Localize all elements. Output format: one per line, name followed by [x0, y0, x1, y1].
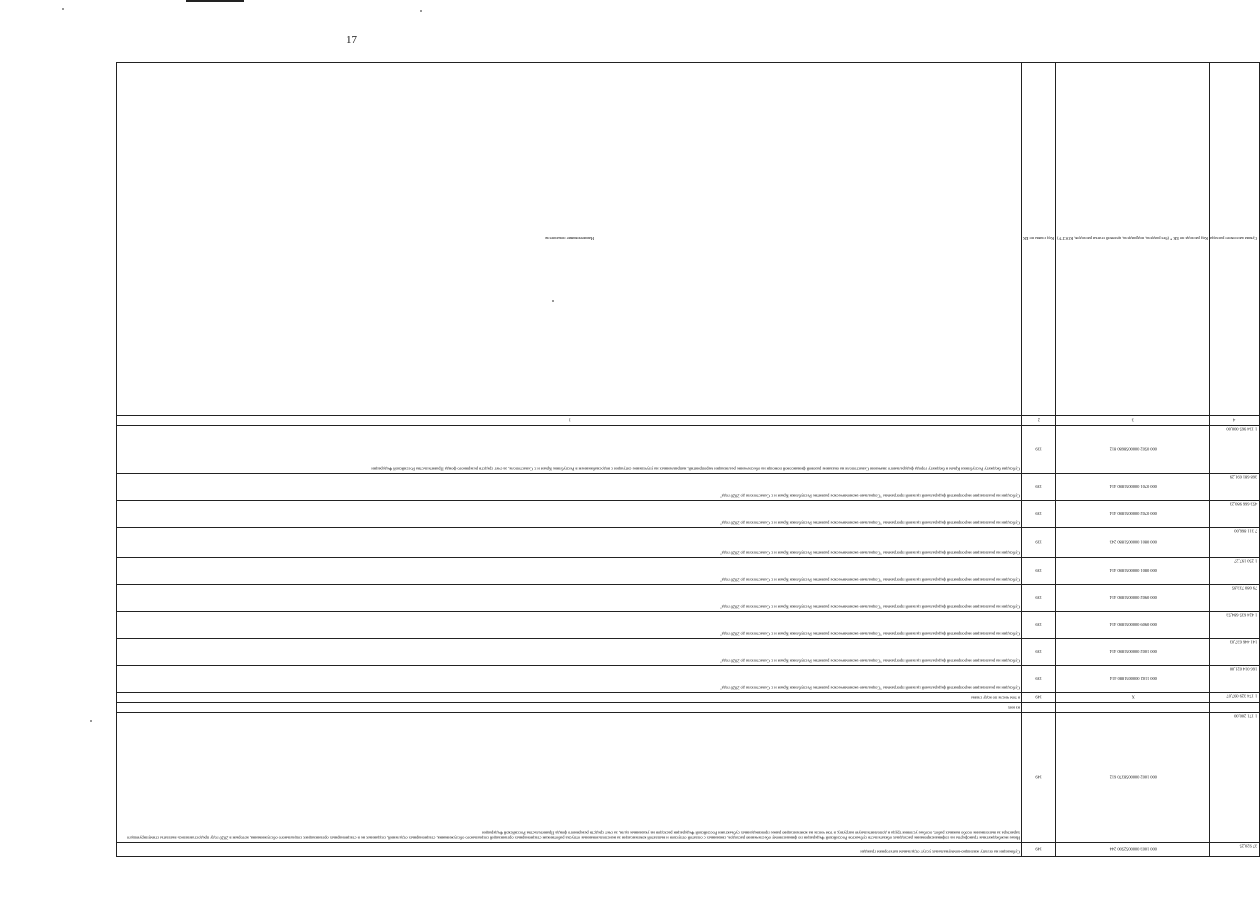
column-header-code: Код расхода по БК * (без раздела, подраздела, целевой статьи расходов, КОСГУ)	[1056, 63, 1210, 416]
cell-code: 000 0909 0000051880 414	[1056, 612, 1210, 639]
cell-name: Субсидии на реализацию мероприятий федеральной целевой программы "Социально-экономическое развитие Республики Крым и г. Севастополя до 2020 года"	[117, 474, 1022, 501]
cell-chapter: 139	[1022, 528, 1056, 558]
cell-name: Субсидии на реализацию мероприятий федеральной целевой программы "Социально-экономическое развитие Республики Крым и г. Севастополя до 2020 года"	[117, 585, 1022, 612]
cell-name: Субсидии на реализацию мероприятий федеральной целевой программы "Социально-экономическое развитие Республики Крым и г. Севастополя до 2020 года"	[117, 558, 1022, 585]
scan-speck	[62, 8, 64, 10]
cell-amount: 1 171 200,00	[1209, 713, 1259, 843]
cell-chapter: 139	[1022, 585, 1056, 612]
cell-chapter: 139	[1022, 426, 1056, 474]
cell-name: Субсидии на реализацию мероприятий федеральной целевой программы "Социально-экономическое развитие Республики Крым и г. Севастополя до 2020 года"	[117, 528, 1022, 558]
cell-chapter: 139	[1022, 612, 1056, 639]
rotated-table-container	[116, 62, 1259, 857]
cell-name: из них	[117, 703, 1022, 713]
column-index: 1	[117, 416, 1022, 426]
cell-amount: 79 080 733,85	[1209, 585, 1259, 612]
cell-code: 000 1003 0000052500 244	[1056, 843, 1210, 857]
cell-amount: 7 311 866,00	[1209, 528, 1259, 558]
cell-amount: 166 014 021,00	[1209, 666, 1259, 693]
cell-chapter: 139	[1022, 558, 1056, 585]
cell-code: 000 1002 0000051880 414	[1056, 639, 1210, 666]
cell-name: Субсидия бюджету Республики Крым и бюджету города федерального значения Севастополя на оказание разовой финансовой помощи на обеспечение реализации мероприятий, направленных на улучшение ситуации с водоснабжением в Республике Крым и г. Севастополе, за счет средств резервного фонда Правительства Российской Федерации	[117, 426, 1022, 474]
cell-amount: 1 134 965 000,00	[1209, 426, 1259, 474]
expenditure-table	[116, 62, 1260, 857]
cell-name: Иные межбюджетные трансферты на софинансирование расходных обязательств субъектов Российской Федерации по финансовому обеспечению расходов, связанных с оплатой отпусков и выплатой компенсации за неиспользованные отпуска работникам стационарных организаций социального обслуживания, стационарных отделений, созданных не в стационарных организациях социального обслуживания, которым в 2020 году предоставлялись выплаты стимулирующего характера за выполнение особо важных работ, особые условия труда и дополнительную нагрузку, в том числе на компенсацию ранее произведенных субъектами Российской Федерации расходов на указанные цели, за счет средств резервного фонда Правительства Российской Федерации	[117, 713, 1022, 843]
scan-speck	[90, 720, 92, 722]
cell-amount: 141 446 637,03	[1209, 639, 1259, 666]
cell-code: 000 0502 0000058680 812	[1056, 426, 1210, 474]
column-index: 2	[1022, 416, 1056, 426]
cell-name: Субвенции на оплату жилищно-коммунальных услуг отдельным категориям граждан	[117, 843, 1022, 857]
cell-amount: 37 920,25	[1209, 843, 1259, 857]
page-number: 17	[346, 34, 357, 46]
cell-chapter: 149	[1022, 843, 1056, 857]
cell-chapter: 139	[1022, 501, 1056, 528]
cell-name: Субсидии на реализацию мероприятий федеральной целевой программы "Социально-экономическое развитие Республики Крым и г. Севастополя до 2020 года"	[117, 666, 1022, 693]
cell-chapter: 149	[1022, 693, 1056, 703]
cell-code: 000 0702 0000051880 414	[1056, 501, 1210, 528]
cell-chapter: 149	[1022, 713, 1056, 843]
cell-amount	[1209, 703, 1259, 713]
cell-chapter	[1022, 703, 1056, 713]
cell-name: Субсидии на реализацию мероприятий федеральной целевой программы "Социально-экономическое развитие Республики Крым и г. Севастополя до 2020 года"	[117, 639, 1022, 666]
cell-name: Субсидии на реализацию мероприятий федеральной целевой программы "Социально-экономическое развитие Республики Крым и г. Севастополя до 2020 года"	[117, 612, 1022, 639]
column-header-amount: Сумма кассового расхода	[1209, 63, 1259, 416]
cell-code: 000 0801 0000051880 414	[1056, 558, 1210, 585]
scan-speck	[420, 10, 422, 12]
cell-chapter: 139	[1022, 666, 1056, 693]
cell-amount: 368 681 691,29	[1209, 474, 1259, 501]
column-header-chapter: Код главы по БК	[1022, 63, 1056, 416]
cell-amount: 1 424 635 684,53	[1209, 612, 1259, 639]
cell-amount: 1 250 197,27	[1209, 558, 1259, 585]
cell-code: X	[1056, 693, 1210, 703]
cell-code: 000 1002 0000058370 612	[1056, 713, 1210, 843]
column-header-name: Наименование показателя	[117, 63, 1022, 416]
cell-code: 000 0902 0000051880 414	[1056, 585, 1210, 612]
cell-name: Субсидии на реализацию мероприятий федеральной целевой программы "Социально-экономическое развитие Республики Крым и г. Севастополя до 2020 года"	[117, 501, 1022, 528]
cell-amount: 1 174 329 097,07	[1209, 693, 1259, 703]
cell-name: в том числе по коду главы	[117, 693, 1022, 703]
cell-chapter: 139	[1022, 474, 1056, 501]
cell-code: 000 0801 0000051880 243	[1056, 528, 1210, 558]
cell-chapter: 139	[1022, 639, 1056, 666]
cell-amount: 453 666 980,23	[1209, 501, 1259, 528]
cell-code: 000 1102 0000051880 414	[1056, 666, 1210, 693]
column-index: 4	[1209, 416, 1259, 426]
cell-code: 000 0701 0000051880 414	[1056, 474, 1210, 501]
top-scan-mark	[186, 0, 244, 2]
column-index: 3	[1056, 416, 1210, 426]
cell-code	[1056, 703, 1210, 713]
